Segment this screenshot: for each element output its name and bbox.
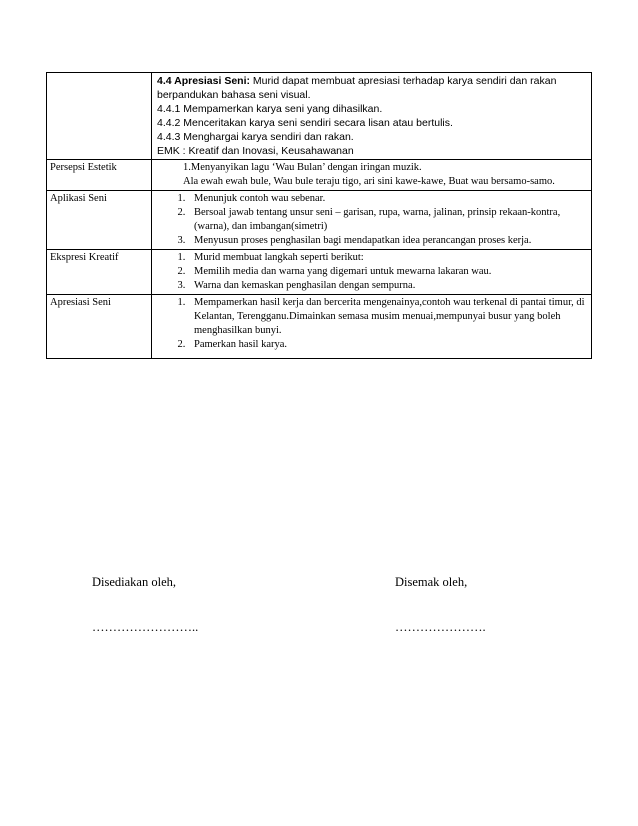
list-item: 3. Warna dan kemaskan penghasilan dengan sempurna. bbox=[188, 279, 588, 293]
numbered-list bbox=[155, 296, 588, 352]
standard-point: 4.4.2 Menceritakan karya seni sendiri secara lisan atau bertulis. bbox=[157, 117, 453, 129]
row-content bbox=[152, 191, 592, 250]
numbered-list bbox=[155, 192, 588, 248]
prepared-by-label: Disediakan oleh, bbox=[92, 575, 177, 589]
table-row bbox=[47, 160, 592, 191]
row-content bbox=[152, 295, 592, 359]
learning-standard-cell bbox=[152, 73, 592, 160]
list-item: 3. Menyusun proses penghasilan bagi mendapatkan idea perancangan proses kerja. bbox=[188, 234, 588, 248]
list-item: 2. Memilih media dan warna yang digemari untuk mewarna lakaran wau. bbox=[188, 265, 588, 279]
lesson-plan-table bbox=[46, 72, 592, 359]
list-item: 1. Mempamerkan hasil kerja dan bercerita mengenainya,contoh wau terkenal di pantai timur, di Kelantan, Terengganu.Dimainkan semasa musim menuai,mempunyai busur yang boleh menghasilkan bunyi. bbox=[188, 296, 588, 338]
list-item: 1. Murid membuat langkah seperti berikut: bbox=[188, 251, 588, 265]
lyrics-text: Ala ewah ewah bule, Wau bule teraju tigo, ari sini kawe-kawe, Buat wau bersamo-samo. bbox=[183, 176, 555, 187]
list-item: 1. Menunjuk contoh wau sebenar. bbox=[188, 192, 588, 206]
row-content bbox=[152, 250, 592, 295]
standard-point: 4.4.3 Menghargai karya sendiri dan rakan. bbox=[157, 131, 354, 143]
row-label: Apresiasi Seni bbox=[47, 295, 152, 359]
row-label: Aplikasi Seni bbox=[47, 191, 152, 250]
emk-text: EMK : Kreatif dan Inovasi, Keusahawanan bbox=[157, 145, 354, 157]
table-row bbox=[47, 191, 592, 250]
row-label: Ekspresi Kreatif bbox=[47, 250, 152, 295]
standard-heading: 4.4 Apresiasi Seni: Murid dapat membuat apresiasi terhadap karya sendiri dan rakan berpandukan bahasa seni visual. bbox=[157, 75, 557, 101]
empty-label-cell bbox=[47, 73, 152, 160]
standard-point: 4.4.1 Mempamerkan karya seni yang dihasilkan. bbox=[157, 103, 383, 115]
row-label: Persepsi Estetik bbox=[47, 160, 152, 191]
prepared-by-signature-line: …………………….. bbox=[92, 620, 199, 634]
numbered-list bbox=[155, 251, 588, 293]
row-content bbox=[152, 160, 592, 191]
list-item: 2. Pamerkan hasil karya. bbox=[188, 338, 588, 352]
checked-by-signature-line: …………………. bbox=[395, 620, 486, 634]
list-item: 1.Menyanyikan lagu ‘Wau Bulan’ dengan iringan muzik. bbox=[183, 162, 422, 173]
checked-by-label: Disemak oleh, bbox=[395, 575, 468, 589]
table-row bbox=[47, 250, 592, 295]
table-row bbox=[47, 295, 592, 359]
list-item: 2. Bersoal jawab tentang unsur seni – garisan, rupa, warna, jalinan, prinsip rekaan-kontra,(warna), dan imbangan(simetri) bbox=[188, 206, 588, 234]
standard-row bbox=[47, 73, 592, 160]
